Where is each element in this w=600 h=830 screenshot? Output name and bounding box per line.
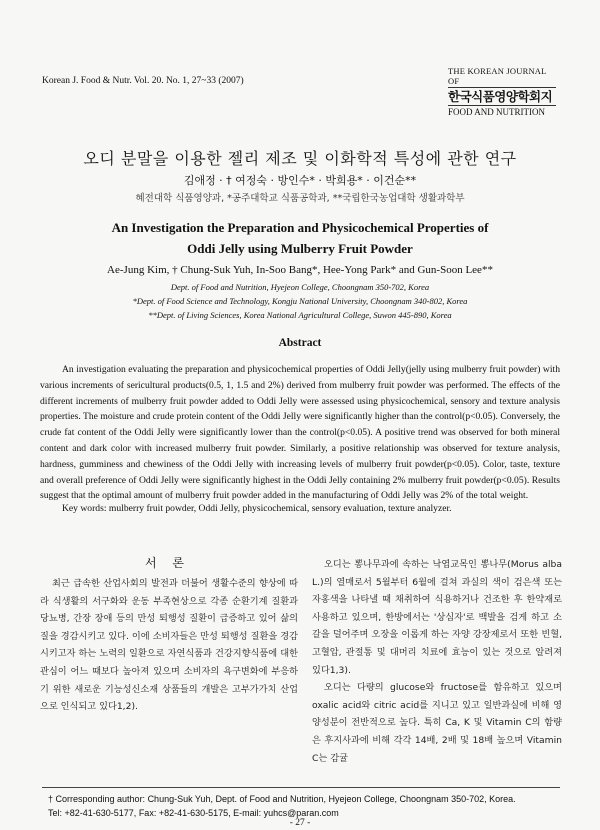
affiliation-2: *Dept. of Food Science and Technology, Kongju National University, Choongnam 340-802, Korea xyxy=(132,296,468,306)
introduction-right-column xyxy=(312,556,562,767)
english-title-line2: Oddi Jelly using Mulberry Fruit Powder xyxy=(187,241,413,256)
introduction-heading: 서 론 xyxy=(145,556,190,570)
korean-authors: 김애정 · † 여정숙 · 방인수* · 박희용* · 이건순** xyxy=(183,174,417,187)
korean-affiliations: 혜전대학 식품영양과, *공주대학교 식품공학과, **국립한국농업대학 생활과학부 xyxy=(135,193,465,204)
footnote-line-2: Tel: +82-41-630-5177, Fax: +82-41-630-5175, E-mail: yuhcs@paran.com xyxy=(48,808,339,818)
affiliation-3: **Dept. of Living Sciences, Korea National Agricultural College, Suwon 445-890, Korea xyxy=(148,310,452,320)
journal-name-en2: FOOD AND NUTRITION xyxy=(448,105,556,117)
english-title-line1: An Investigation the Preparation and Physicochemical Properties of xyxy=(111,220,489,235)
affiliation-1: Dept. of Food and Nutrition, Hyejeon College, Choongnam 350-702, Korea xyxy=(170,282,430,292)
footnote-divider xyxy=(42,787,560,788)
page-number: - 27 - xyxy=(289,818,311,828)
journal-name-ko: 한국식품영양학회지 xyxy=(448,89,553,104)
korean-title: 오디 분말을 이용한 젤리 제조 및 이화학적 특성에 관한 연구 xyxy=(83,149,517,168)
journal-reference: Korean J. Food & Nutr. Vol. 20. No. 1, 27~33 (2007) xyxy=(42,76,244,86)
right-paragraph-1: 오디는 뽕나무과에 속하는 낙엽교목인 뽕나무(Morus alba L.)의 열매로서 5월부터 6월에 걸쳐 과실의 색이 검은색 또는 자홍색을 나타낼 때 채취하여 식용하거나 건조한 후 한약재로 사용하고 있으며, 한방에서는 '상심자'로 백발을 검게 하고 소갈을 덜어주며 오장을 이롭게 하는 자양 강장제로서 또한 빈혈, 고혈압, 관절통 및 대머리 치료에 효능이 있는 것으로 알려져 있다1,3). xyxy=(312,559,562,676)
abstract-heading: Abstract xyxy=(278,337,322,349)
abstract-body: An investigation evaluating the preparation and physicochemical properties of Oddi Jelly(jelly using mulberry fruit powder) with various increments of sericultural products(0.5, 1, 1.5 and 2%) derived from mulberry fruit powder was performed. The effects of the different increments of mulberry fruit powder added to Oddi Jelly were assessed using physicochemical, sensory and texture analysis properties. The moisture and crude protein content of the Oddi Jelly were significantly higher than the control(p<0.05). Conversely, the crude fat content of the Oddi Jelly were significantly lower than the control(p<0.05). A positive trend was observed for both mineral content and dark color with increased mulberry fruit powder. Similarly, a positive relationship was observed for texture analysis, hardness, gumminess and chewiness of the Oddi Jelly with increasing levels of mulberry fruit powder(p<0.05). Color, taste, texture and overall preference of Oddi Jelly were significantly highest in the Oddi Jelly containing 2% mulberry fruit powder(p<0.05). Results suggest that the optimal amount of mulberry fruit powder added in the manufacturing of Oddi Jelly was 2% of the total weight. xyxy=(40,364,560,502)
keywords: Key words: mulberry fruit powder, Oddi Jelly, physicochemical, sensory evaluation, texture analyzer. xyxy=(62,503,452,514)
english-authors: Ae-Jung Kim, † Chung-Suk Yuh, In-Soo Bang*, Hee-Yong Park* and Gun-Soon Lee** xyxy=(107,264,493,276)
right-paragraph-2: 오디는 다량의 glucose와 fructose를 함유하고 있으며 oxalic acid와 citric acid를 지니고 있고 일반과실에 비해 영양성분이 전반적으로 높다. 특히 Ca, K 및 Vitamin C의 함량은 후지사과에 비해 각각 14배, 2배 및 18배 높으며 Vitamin C는 감귤 xyxy=(312,682,562,764)
journal-logo xyxy=(448,66,556,117)
footnote-line-1: † Corresponding author: Chung-Suk Yuh, Dept. of Food and Nutrition, Hyejeon College, Choongnam 350-702, Korea. xyxy=(48,794,516,804)
journal-name-en: THE KOREAN JOURNAL OF xyxy=(448,66,556,88)
introduction-left-column: 최근 급속한 산업사회의 발전과 더불어 생활수준의 향상에 따라 식생활의 서구화와 운동 부족현상으로 각종 순환기계 질환과 당뇨병, 간장 장애 등의 만성 퇴행성 질환이 급증하고 있어 삶의 질을 경감시키고 있다. 이에 소비자들은 만성 퇴행성 질환을 경감시키고자 하는 노력의 일환으로 자연식품과 건강지향식품에 대한 관심이 어느 때보다 높아져 있으며 소비자의 욕구변화에 부응하기 위한 새로운 기능성신소재 상품들의 개발은 고부가가치 산업으로 인식되고 있다1,2). xyxy=(40,578,298,713)
